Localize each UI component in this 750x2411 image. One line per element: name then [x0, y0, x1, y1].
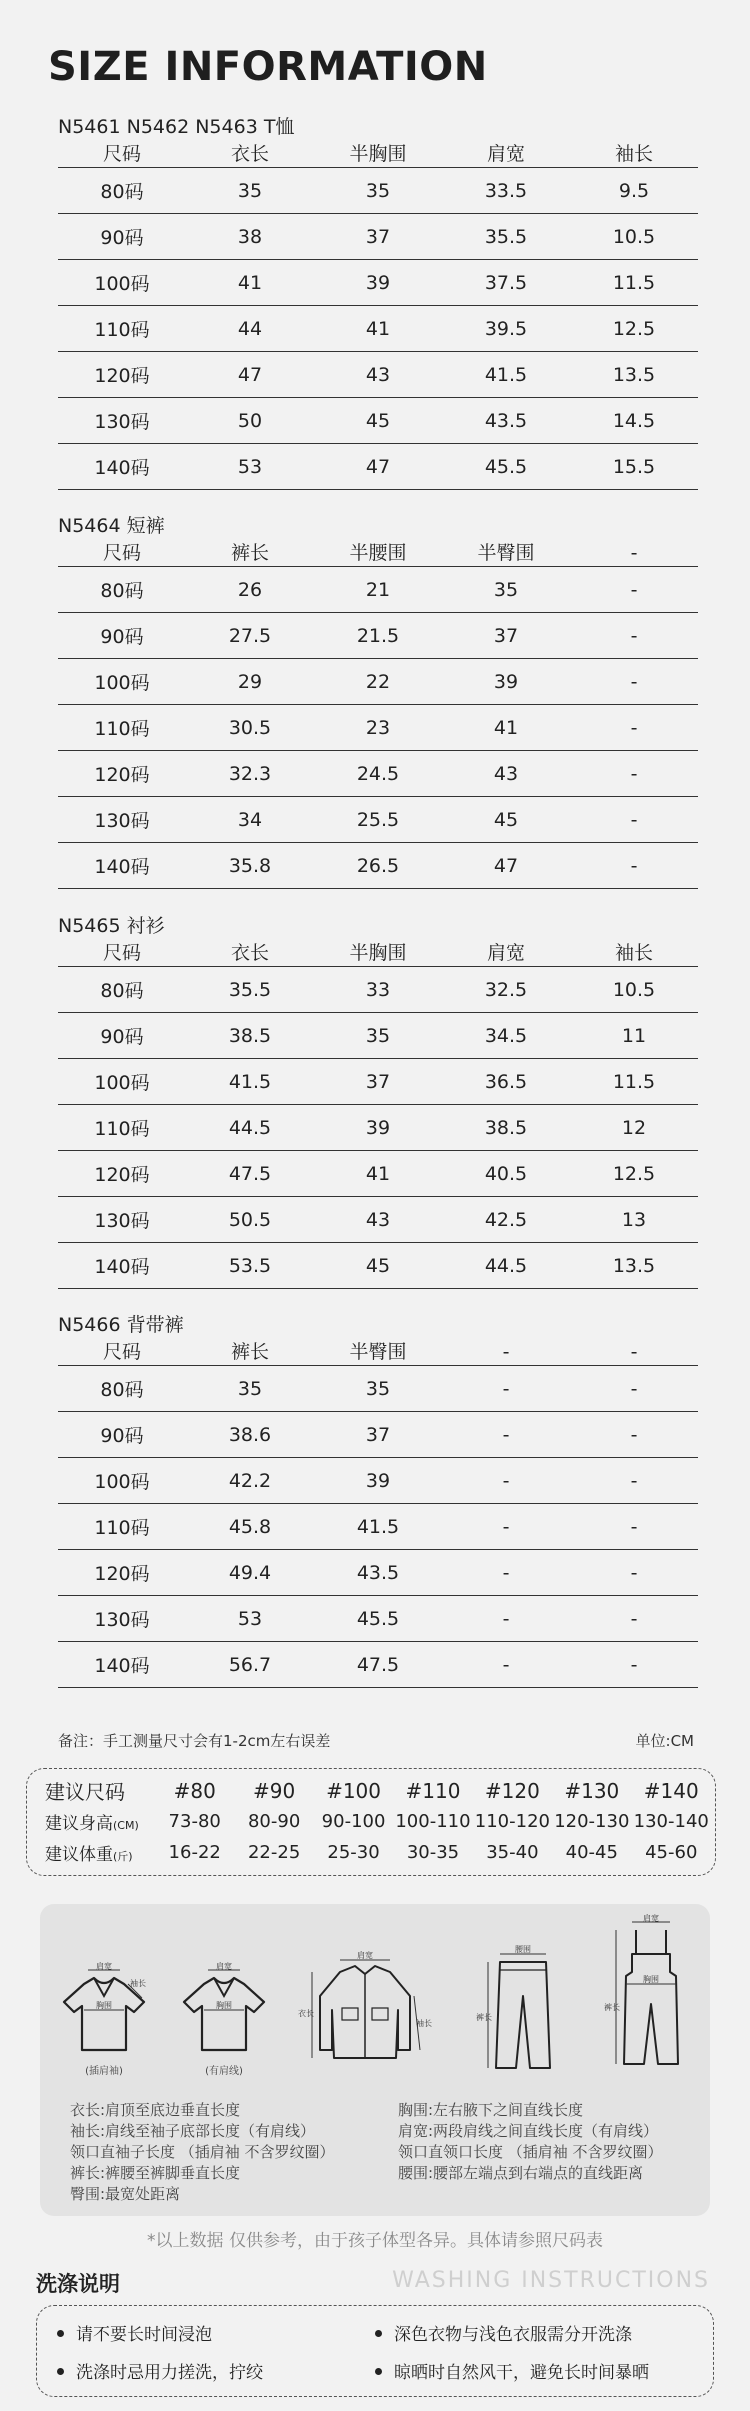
value-cell: 25.5 — [314, 797, 442, 843]
washing-item-text: 深色衣物与浅色衣服需分开洗涤 — [394, 2325, 632, 2345]
value-cell: - — [570, 797, 698, 843]
value-cell: 33 — [314, 967, 442, 1013]
weight-label-text: 建议体重 — [45, 1845, 113, 1865]
size-cell: 110码 — [58, 705, 186, 751]
value-cell: 53 — [186, 1596, 314, 1642]
table-row — [58, 306, 698, 352]
size-cell: 130码 — [58, 797, 186, 843]
header-cell: - — [570, 1339, 698, 1366]
shirt-figure — [300, 1950, 430, 2070]
suggest-weight-cell: 40-45 — [565, 1842, 618, 1863]
value-cell: 39 — [314, 1105, 442, 1151]
sleeve-type-caption: (插肩袖) — [85, 2066, 123, 2077]
table-header-row — [58, 1339, 698, 1366]
value-cell: 45.8 — [186, 1504, 314, 1550]
value-cell: - — [570, 1596, 698, 1642]
value-cell: 50.5 — [186, 1197, 314, 1243]
disclaimer-text: *以上数据 仅供参考，由于孩子体型各异。具体请参照尺码表 — [147, 2231, 603, 2251]
washing-item — [375, 2358, 649, 2383]
value-cell: 12.5 — [570, 306, 698, 352]
waist-label: 腰围 — [515, 1945, 531, 1954]
table-row — [58, 567, 698, 613]
table-row — [58, 1504, 698, 1550]
value-cell: 32.5 — [442, 967, 570, 1013]
table-header-row — [58, 540, 698, 567]
shoulder-label: 肩宽 — [96, 1962, 112, 1971]
washing-item — [57, 2320, 212, 2345]
value-cell: 13 — [570, 1197, 698, 1243]
size-table — [58, 1339, 698, 1688]
suggest-size-cell: #140 — [643, 1778, 699, 1803]
definition-line: 臀围:最宽处距离 — [70, 2185, 181, 2203]
value-cell: 39.5 — [442, 306, 570, 352]
table-body — [58, 967, 698, 1289]
value-cell: 32.3 — [186, 751, 314, 797]
washing-item — [375, 2320, 632, 2345]
header-cell: 半臀围 — [442, 540, 570, 567]
chest-label: 胸围 — [216, 2001, 232, 2010]
suggest-height-cell: 73-80 — [168, 1811, 221, 1832]
value-cell: 35.5 — [442, 214, 570, 260]
size-cell: 80码 — [58, 1366, 186, 1412]
value-cell: 10.5 — [570, 214, 698, 260]
shirt-icon — [300, 1950, 430, 2070]
table-body — [58, 168, 698, 490]
value-cell: 22 — [314, 659, 442, 705]
size-cell: 80码 — [58, 168, 186, 214]
value-cell: 45 — [314, 398, 442, 444]
size-cell: 130码 — [58, 1596, 186, 1642]
value-cell: 36.5 — [442, 1059, 570, 1105]
value-cell: 43 — [314, 1197, 442, 1243]
value-cell: 41 — [442, 705, 570, 751]
size-table — [58, 940, 698, 1289]
table-header-row — [58, 940, 698, 967]
header-cell: 尺码 — [58, 141, 186, 168]
value-cell: 43.5 — [442, 398, 570, 444]
table-row — [58, 751, 698, 797]
table-row — [58, 1642, 698, 1688]
suggest-weight-cell: 35-40 — [486, 1842, 539, 1863]
size-cell: 140码 — [58, 444, 186, 490]
value-cell: 44 — [186, 306, 314, 352]
value-cell: 15.5 — [570, 444, 698, 490]
value-cell: - — [570, 705, 698, 751]
value-cell: 41.5 — [186, 1059, 314, 1105]
value-cell: - — [570, 751, 698, 797]
size-cell: 130码 — [58, 398, 186, 444]
header-cell: 肩宽 — [442, 940, 570, 967]
suggest-height-cell: 110-120 — [474, 1811, 550, 1832]
value-cell: 39 — [314, 260, 442, 306]
value-cell: 41 — [186, 260, 314, 306]
definition-line: 袖长:肩线至袖子底部长度（有肩线） — [70, 2122, 316, 2140]
tshirt-shoulder-icon — [174, 1962, 274, 2062]
value-cell: 45 — [442, 797, 570, 843]
value-cell: 41.5 — [442, 352, 570, 398]
value-cell: 27.5 — [186, 613, 314, 659]
table-row — [58, 613, 698, 659]
definitions-left — [70, 2100, 335, 2205]
bullet-icon — [375, 2368, 382, 2375]
table-row — [58, 659, 698, 705]
value-cell: 11 — [570, 1013, 698, 1059]
value-cell: 44.5 — [186, 1105, 314, 1151]
shoulder-label: 肩宽 — [216, 1962, 232, 1971]
value-cell: 47.5 — [186, 1151, 314, 1197]
value-cell: 21 — [314, 567, 442, 613]
value-cell: - — [570, 843, 698, 889]
suggest-size-label: 建议尺码 — [45, 1780, 125, 1804]
definition-line: 领口直袖子长度 （插肩袖 不含罗纹圈） — [70, 2143, 335, 2161]
table-title: N5464 短裤 — [58, 515, 165, 537]
table-header-row — [58, 141, 698, 168]
table-row — [58, 1366, 698, 1412]
table-body — [58, 567, 698, 889]
table-row — [58, 352, 698, 398]
value-cell: - — [570, 1504, 698, 1550]
value-cell: - — [570, 659, 698, 705]
value-cell: 39 — [442, 659, 570, 705]
size-cell: 90码 — [58, 1013, 186, 1059]
chest-label: 胸围 — [96, 2001, 112, 2010]
value-cell: 42.5 — [442, 1197, 570, 1243]
table-title: N5466 背带裤 — [58, 1314, 184, 1336]
value-cell: 45.5 — [442, 444, 570, 490]
overalls-icon — [606, 1914, 696, 2082]
value-cell: 21.5 — [314, 613, 442, 659]
bullet-icon — [375, 2330, 382, 2337]
value-cell: 23 — [314, 705, 442, 751]
definitions-right — [398, 2100, 663, 2184]
suggest-height-cell: 80-90 — [247, 1811, 301, 1832]
suggest-weight-cell: 45-60 — [645, 1842, 698, 1863]
value-cell: 12 — [570, 1105, 698, 1151]
value-cell: 9.5 — [570, 168, 698, 214]
size-cell: 90码 — [58, 613, 186, 659]
size-cell: 90码 — [58, 214, 186, 260]
table-row — [58, 444, 698, 490]
definition-line: 腰围:腰部左端点到右端点的直线距离 — [398, 2164, 644, 2182]
header-cell: 半腰围 — [314, 540, 442, 567]
value-cell: - — [442, 1366, 570, 1412]
table-row — [58, 967, 698, 1013]
value-cell: 35.8 — [186, 843, 314, 889]
washing-item-text: 晾晒时自然风干，避免长时间暴晒 — [394, 2363, 649, 2383]
header-cell: 尺码 — [58, 540, 186, 567]
value-cell: 38 — [186, 214, 314, 260]
suggest-weight-cell: 25-30 — [327, 1842, 380, 1863]
value-cell: 24.5 — [314, 751, 442, 797]
size-cell: 120码 — [58, 1151, 186, 1197]
value-cell: 47 — [314, 444, 442, 490]
suggest-weight-cell: 22-25 — [247, 1842, 301, 1863]
value-cell: 35 — [314, 168, 442, 214]
value-cell: 47 — [442, 843, 570, 889]
size-table-shorts — [58, 512, 698, 889]
value-cell: 39 — [314, 1458, 442, 1504]
size-cell: 110码 — [58, 1504, 186, 1550]
washing-instructions-box — [36, 2305, 714, 2397]
suggest-height-cell: 120-130 — [554, 1811, 630, 1832]
table-row — [58, 1013, 698, 1059]
suggested-size-table — [35, 1775, 711, 1868]
suggest-size-cell: #120 — [484, 1778, 540, 1803]
pants-length-label: 裤长 — [476, 2013, 492, 2022]
suggest-size-cell: #90 — [253, 1778, 296, 1803]
value-cell: 44.5 — [442, 1243, 570, 1289]
value-cell: 45 — [314, 1243, 442, 1289]
table-row — [58, 1550, 698, 1596]
table-row — [58, 1151, 698, 1197]
header-cell: 袖长 — [570, 940, 698, 967]
header-cell: 裤长 — [186, 540, 314, 567]
suggest-height-cell: 100-110 — [395, 1811, 471, 1832]
size-cell: 140码 — [58, 1243, 186, 1289]
value-cell: - — [442, 1550, 570, 1596]
size-cell: 120码 — [58, 352, 186, 398]
definition-line: 衣长:肩顶至底边垂直长度 — [70, 2101, 241, 2119]
size-cell: 100码 — [58, 260, 186, 306]
shoulder-label: 肩宽 — [357, 1951, 373, 1960]
value-cell: - — [570, 1366, 698, 1412]
value-cell: - — [442, 1412, 570, 1458]
size-table — [58, 540, 698, 889]
definition-line: 裤长:裤腰至裤脚垂直长度 — [70, 2164, 241, 2182]
value-cell: 56.7 — [186, 1642, 314, 1688]
size-cell: 140码 — [58, 1642, 186, 1688]
suggested-size-box — [26, 1768, 716, 1876]
value-cell: 53.5 — [186, 1243, 314, 1289]
size-cell: 120码 — [58, 1550, 186, 1596]
value-cell: 26.5 — [314, 843, 442, 889]
definition-line: 肩宽:两段肩线之间直线长度（有肩线） — [398, 2122, 659, 2140]
washing-title: 洗涤说明 — [36, 2272, 120, 2296]
table-row — [58, 1458, 698, 1504]
unit-label: 单位:CM — [635, 1732, 694, 1750]
size-table — [58, 141, 698, 490]
value-cell: - — [570, 613, 698, 659]
size-cell: 110码 — [58, 1105, 186, 1151]
size-cell: 90码 — [58, 1412, 186, 1458]
bullet-icon — [57, 2330, 64, 2337]
value-cell: 33.5 — [442, 168, 570, 214]
value-cell: 49.4 — [186, 1550, 314, 1596]
value-cell: - — [442, 1596, 570, 1642]
value-cell: 40.5 — [442, 1151, 570, 1197]
value-cell: - — [570, 1412, 698, 1458]
chest-label: 胸围 — [643, 1975, 659, 1984]
value-cell: 13.5 — [570, 352, 698, 398]
table-title: N5461 N5462 N5463 T恤 — [58, 116, 295, 138]
table-row — [58, 1105, 698, 1151]
value-cell: - — [442, 1642, 570, 1688]
suggest-weight-cell: 30-35 — [406, 1842, 460, 1863]
tshirt-raglan-icon — [54, 1962, 154, 2062]
washing-title-en: WASHING INSTRUCTIONS — [392, 2268, 710, 2293]
header-cell: 尺码 — [58, 1339, 186, 1366]
size-cell: 110码 — [58, 306, 186, 352]
header-cell: 半胸围 — [314, 141, 442, 168]
suggest-size-cell: #100 — [326, 1778, 382, 1803]
value-cell: 43 — [442, 751, 570, 797]
suggest-size-cell: #80 — [173, 1778, 216, 1803]
value-cell: 38.5 — [186, 1013, 314, 1059]
value-cell: 10.5 — [570, 967, 698, 1013]
value-cell: 42.2 — [186, 1458, 314, 1504]
table-row — [58, 797, 698, 843]
suggest-height-cell: 130-140 — [633, 1811, 709, 1832]
washing-item-text: 洗涤时忌用力搓洗，拧绞 — [76, 2363, 263, 2383]
value-cell: 12.5 — [570, 1151, 698, 1197]
tshirt-raglan-figure — [54, 1962, 154, 2077]
table-row — [58, 705, 698, 751]
value-cell: 34 — [186, 797, 314, 843]
header-cell: 衣长 — [186, 940, 314, 967]
measurement-note: 备注：手工测量尺寸会有1-2cm左右误差 — [58, 1732, 331, 1750]
size-cell: 80码 — [58, 967, 186, 1013]
pants-figure — [478, 1940, 568, 2080]
value-cell: 37 — [314, 1412, 442, 1458]
pants-length-label: 裤长 — [604, 2003, 620, 2012]
header-cell: - — [570, 540, 698, 567]
suggest-height-row — [35, 1806, 711, 1837]
value-cell: 14.5 — [570, 398, 698, 444]
table-row — [58, 1197, 698, 1243]
value-cell: 35.5 — [186, 967, 314, 1013]
definition-line: 胸围:左右腋下之间直线长度 — [398, 2101, 584, 2119]
value-cell: - — [570, 567, 698, 613]
size-table-overalls — [58, 1311, 698, 1688]
table-row — [58, 214, 698, 260]
header-cell: 裤长 — [186, 1339, 314, 1366]
header-cell: - — [442, 1339, 570, 1366]
table-row — [58, 398, 698, 444]
size-cell: 100码 — [58, 1458, 186, 1504]
value-cell: - — [442, 1458, 570, 1504]
page-title: SIZE INFORMATION — [48, 44, 488, 90]
value-cell: 47 — [186, 352, 314, 398]
value-cell: 13.5 — [570, 1243, 698, 1289]
table-body — [58, 1366, 698, 1688]
measurement-guide — [40, 1904, 710, 2216]
sleeve-label: 袖长 — [130, 1979, 146, 1988]
value-cell: 35 — [314, 1366, 442, 1412]
value-cell: 41 — [314, 1151, 442, 1197]
size-cell: 130码 — [58, 1197, 186, 1243]
value-cell: 11.5 — [570, 260, 698, 306]
value-cell: 37.5 — [442, 260, 570, 306]
washing-item — [57, 2358, 263, 2383]
header-cell: 袖长 — [570, 141, 698, 168]
bullet-icon — [57, 2368, 64, 2375]
height-unit: (CM) — [113, 1819, 139, 1832]
value-cell: 34.5 — [442, 1013, 570, 1059]
table-row — [58, 843, 698, 889]
value-cell: 35 — [442, 567, 570, 613]
value-cell: - — [570, 1458, 698, 1504]
value-cell: 41 — [314, 306, 442, 352]
tshirt-shoulder-figure — [174, 1962, 274, 2077]
value-cell: 30.5 — [186, 705, 314, 751]
height-label-text: 建议身高 — [45, 1814, 113, 1834]
value-cell: 38.6 — [186, 1412, 314, 1458]
size-cell: 100码 — [58, 1059, 186, 1105]
value-cell: 53 — [186, 444, 314, 490]
suggest-weight-label — [35, 1837, 155, 1868]
weight-unit: (斤) — [113, 1850, 133, 1863]
header-cell: 尺码 — [58, 940, 186, 967]
table-title: N5465 衬衫 — [58, 915, 165, 937]
table-row — [58, 1243, 698, 1289]
definition-line: 领口直领口长度 （插肩袖 不含罗纹圈） — [398, 2143, 663, 2161]
header-cell: 肩宽 — [442, 141, 570, 168]
table-row — [58, 168, 698, 214]
length-label: 衣长 — [298, 2009, 314, 2018]
value-cell: - — [442, 1504, 570, 1550]
value-cell: 37 — [314, 214, 442, 260]
suggest-size-cell: #130 — [564, 1778, 620, 1803]
suggest-height-label — [35, 1806, 155, 1837]
suggest-weight-row — [35, 1837, 711, 1868]
size-cell: 80码 — [58, 567, 186, 613]
overalls-figure — [606, 1914, 696, 2082]
table-row — [58, 1412, 698, 1458]
value-cell: 29 — [186, 659, 314, 705]
value-cell: 50 — [186, 398, 314, 444]
shoulder-label: 肩宽 — [643, 1914, 659, 1923]
size-cell: 120码 — [58, 751, 186, 797]
suggest-size-cell: #110 — [405, 1778, 461, 1803]
size-cell: 140码 — [58, 843, 186, 889]
value-cell: 38.5 — [442, 1105, 570, 1151]
header-cell: 半胸围 — [314, 940, 442, 967]
sleeve-type-caption: (有肩线) — [205, 2066, 243, 2077]
value-cell: 35 — [314, 1013, 442, 1059]
value-cell: 47.5 — [314, 1642, 442, 1688]
header-cell: 衣长 — [186, 141, 314, 168]
table-row — [58, 260, 698, 306]
value-cell: 43.5 — [314, 1550, 442, 1596]
value-cell: 37 — [442, 613, 570, 659]
value-cell: 11.5 — [570, 1059, 698, 1105]
sleeve-label: 袖长 — [416, 2019, 432, 2028]
pants-icon — [478, 1940, 568, 2080]
value-cell: 35 — [186, 1366, 314, 1412]
value-cell: - — [570, 1642, 698, 1688]
washing-item-text: 请不要长时间浸泡 — [76, 2325, 212, 2345]
value-cell: 45.5 — [314, 1596, 442, 1642]
suggest-height-cell: 90-100 — [321, 1811, 386, 1832]
header-cell: 半臀围 — [314, 1339, 442, 1366]
size-table-shirt — [58, 912, 698, 1289]
size-cell: 100码 — [58, 659, 186, 705]
value-cell: 37 — [314, 1059, 442, 1105]
size-table-tshirt — [58, 113, 698, 490]
value-cell: 35 — [186, 168, 314, 214]
table-row — [58, 1059, 698, 1105]
suggest-size-row — [35, 1775, 711, 1806]
value-cell: 43 — [314, 352, 442, 398]
table-row — [58, 1596, 698, 1642]
value-cell: - — [570, 1550, 698, 1596]
value-cell: 41.5 — [314, 1504, 442, 1550]
value-cell: 26 — [186, 567, 314, 613]
suggest-weight-cell: 16-22 — [168, 1842, 221, 1863]
